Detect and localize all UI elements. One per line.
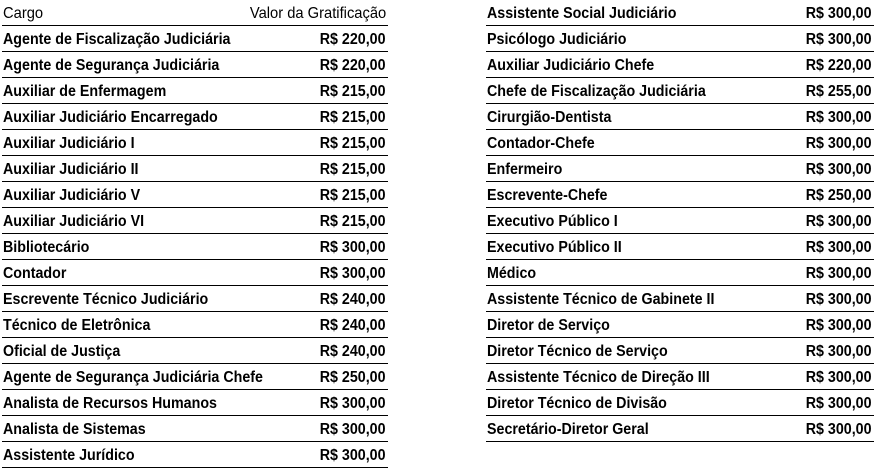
cargo-cell: Técnico de Eletrônica — [3, 317, 151, 334]
right-table — [486, 0, 874, 442]
cargo-cell: Psicólogo Judiciário — [487, 31, 627, 48]
table-row — [2, 52, 388, 78]
cargo-cell: Executivo Público I — [487, 213, 618, 230]
table-row — [486, 234, 874, 260]
valor-cell: R$ 300,00 — [806, 213, 872, 230]
table-row — [486, 286, 874, 312]
cargo-cell: Agente de Segurança Judiciária — [3, 57, 220, 74]
valor-cell: R$ 300,00 — [320, 421, 386, 438]
valor-cell: R$ 250,00 — [320, 369, 386, 386]
valor-cell: R$ 215,00 — [320, 135, 386, 152]
table-row — [486, 52, 874, 78]
table-row — [2, 286, 388, 312]
cargo-cell: Oficial de Justiça — [3, 343, 121, 360]
cargo-cell: Chefe de Fiscalização Judiciária — [487, 83, 706, 100]
valor-cell: R$ 300,00 — [320, 265, 386, 282]
right-table-body — [486, 0, 874, 442]
table-row — [486, 156, 874, 182]
cargo-cell: Diretor Técnico de Divisão — [487, 395, 667, 412]
cargo-cell: Agente de Fiscalização Judiciária — [3, 31, 231, 48]
table-row — [2, 182, 388, 208]
cargo-cell: Executivo Público II — [487, 239, 622, 256]
table-row — [2, 338, 388, 364]
table-row — [2, 364, 388, 390]
valor-cell: R$ 300,00 — [806, 31, 872, 48]
valor-cell: R$ 215,00 — [320, 213, 386, 230]
table-row — [2, 442, 388, 468]
cargo-cell: Auxiliar Judiciário II — [3, 161, 139, 178]
table-row — [486, 104, 874, 130]
cargo-cell: Auxiliar Judiciário V — [3, 187, 141, 204]
table-row — [486, 130, 874, 156]
table-row — [486, 390, 874, 416]
cargo-cell: Agente de Segurança Judiciária Chefe — [3, 369, 263, 386]
valor-cell: R$ 250,00 — [806, 187, 872, 204]
valor-cell: R$ 240,00 — [320, 291, 386, 308]
valor-cell: R$ 220,00 — [806, 57, 872, 74]
valor-cell: R$ 300,00 — [806, 369, 872, 386]
cargo-cell: Escrevente Técnico Judiciário — [3, 291, 209, 308]
valor-cell: R$ 300,00 — [806, 109, 872, 126]
cargo-cell: Analista de Recursos Humanos — [3, 395, 217, 412]
cargo-cell: Assistente Social Judiciário — [487, 5, 677, 22]
valor-cell: R$ 300,00 — [806, 317, 872, 334]
valor-cell: R$ 300,00 — [806, 265, 872, 282]
valor-cell: R$ 300,00 — [806, 395, 872, 412]
table-row — [2, 26, 388, 52]
table-row — [486, 208, 874, 234]
valor-cell: R$ 215,00 — [320, 83, 386, 100]
table-row — [486, 364, 874, 390]
valor-cell: R$ 300,00 — [320, 239, 386, 256]
cargo-cell: Analista de Sistemas — [3, 421, 146, 438]
cargo-cell: Médico — [487, 265, 537, 282]
valor-cell: R$ 300,00 — [806, 161, 872, 178]
header-valor: Valor da Gratificação — [249, 5, 386, 22]
cargo-cell: Assistente Técnico de Direção III — [487, 369, 710, 386]
valor-cell: R$ 300,00 — [806, 5, 872, 22]
cargo-cell: Assistente Técnico de Gabinete II — [487, 291, 715, 308]
cargo-cell: Contador — [3, 265, 67, 282]
table-row — [486, 260, 874, 286]
table-row — [2, 78, 388, 104]
table-row — [2, 208, 388, 234]
table-row — [2, 416, 388, 442]
cargo-cell: Diretor Técnico de Serviço — [487, 343, 668, 360]
table-row — [2, 260, 388, 286]
cargo-cell: Auxiliar Judiciário Chefe — [487, 57, 655, 74]
valor-cell: R$ 255,00 — [806, 83, 872, 100]
table-row — [2, 156, 388, 182]
valor-cell: R$ 215,00 — [320, 109, 386, 126]
table-row — [486, 0, 874, 26]
cargo-cell: Auxiliar de Enfermagem — [3, 83, 167, 100]
cargo-cell: Diretor de Serviço — [487, 317, 610, 334]
valor-cell: R$ 215,00 — [320, 161, 386, 178]
table-row — [486, 312, 874, 338]
valor-cell: R$ 300,00 — [806, 421, 872, 438]
table-row — [2, 104, 388, 130]
cargo-cell: Enfermeiro — [487, 161, 563, 178]
valor-cell: R$ 300,00 — [806, 291, 872, 308]
cargo-cell: Escrevente-Chefe — [487, 187, 608, 204]
valor-cell: R$ 300,00 — [806, 135, 872, 152]
valor-cell: R$ 300,00 — [806, 343, 872, 360]
header-cargo: Cargo — [3, 5, 44, 22]
table-row — [486, 338, 874, 364]
valor-cell: R$ 220,00 — [320, 57, 386, 74]
left-table-body — [2, 26, 388, 468]
table-row — [2, 390, 388, 416]
valor-cell: R$ 240,00 — [320, 343, 386, 360]
valor-cell: R$ 240,00 — [320, 317, 386, 334]
cargo-cell: Auxiliar Judiciário I — [3, 135, 135, 152]
table-row — [2, 312, 388, 338]
cargo-cell: Auxiliar Judiciário Encarregado — [3, 109, 218, 126]
table-row — [486, 182, 874, 208]
table-row — [486, 26, 874, 52]
table-row — [2, 234, 388, 260]
valor-cell: R$ 220,00 — [320, 31, 386, 48]
cargo-cell: Cirurgião-Dentista — [487, 109, 612, 126]
valor-cell: R$ 300,00 — [806, 239, 872, 256]
table-row — [2, 130, 388, 156]
valor-cell: R$ 300,00 — [320, 395, 386, 412]
cargo-cell: Auxiliar Judiciário VI — [3, 213, 145, 230]
table-header-row — [2, 0, 388, 26]
cargo-cell: Bibliotecário — [3, 239, 90, 256]
cargo-cell: Assistente Jurídico — [3, 447, 135, 464]
table-row — [486, 416, 874, 442]
cargo-cell: Contador-Chefe — [487, 135, 595, 152]
left-table — [2, 0, 388, 468]
valor-cell: R$ 300,00 — [320, 447, 386, 464]
cargo-cell: Secretário-Diretor Geral — [487, 421, 649, 438]
table-row — [486, 78, 874, 104]
valor-cell: R$ 215,00 — [320, 187, 386, 204]
